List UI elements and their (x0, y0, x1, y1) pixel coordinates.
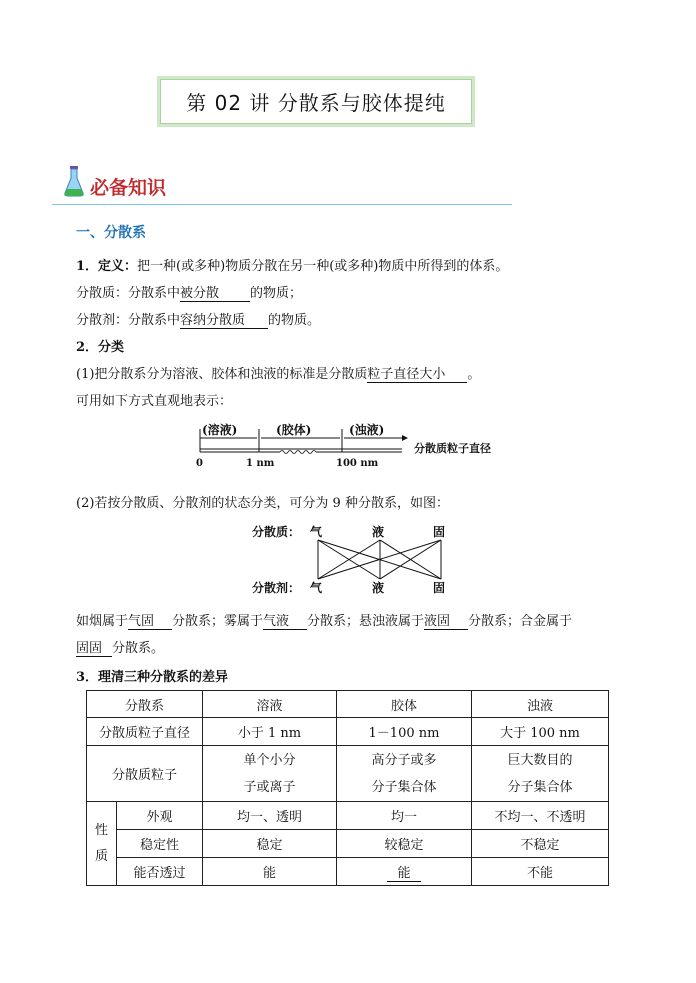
cell-appearance-colloid: 均一 (337, 802, 472, 830)
example-text-3: 分散系；悬浊液属于 (307, 614, 425, 629)
classification-prefix: (1)把分散系分为溶液、胶体和浊液的标准是分散质 (76, 367, 368, 382)
cell-line: 分子集合体 (371, 779, 437, 795)
top-liquid: 液 (372, 525, 385, 539)
example-answer-smoke (128, 610, 172, 630)
cell-filter-suspension: 不能 (472, 858, 609, 886)
cell-filter-solution: 能 (203, 858, 337, 886)
example-answer-fog (263, 610, 307, 630)
bottom-solid: 固 (433, 581, 446, 595)
example-text-5: 分散系。 (112, 641, 165, 656)
table-header-row (87, 691, 609, 718)
example-answer-fog-text: 气液 (263, 614, 290, 629)
example-text-1: 如烟属于 (76, 614, 129, 629)
top-solid: 固 (433, 525, 446, 539)
header-colloid: 胶体 (337, 691, 472, 718)
medium-line (76, 309, 320, 329)
axis-label: 分散质粒子直径 (414, 442, 491, 455)
classification-heading: 2．分类 (76, 340, 125, 355)
table-row (87, 858, 609, 886)
classification-answer (367, 363, 467, 383)
dispersoid-answer (180, 282, 250, 302)
table-row (87, 802, 609, 830)
cell-particle-colloid (337, 746, 472, 802)
cell-size-colloid: 1－100 nm (337, 718, 472, 746)
cell-stability-solution: 稳定 (203, 830, 337, 858)
example-answer-smoke-text: 气固 (128, 614, 155, 629)
table-row (87, 718, 609, 746)
cell-appearance-suspension: 不均一、不透明 (472, 802, 609, 830)
cell-stability-suspension: 不稳定 (472, 830, 609, 858)
state-classification-line: (2)若按分散质、分散剂的状态分类，可分为 9 种分散系，如图： (76, 496, 449, 511)
cell-line: 单个小分 (243, 752, 296, 768)
cell-line: 分子集合体 (507, 779, 573, 795)
visual-intro: 可用如下方式直观地表示： (76, 394, 233, 409)
cell-filter-colloid (337, 858, 472, 886)
medium-suffix: 的物质。 (268, 313, 321, 328)
classification-line-1 (76, 363, 480, 383)
cell-particle-solution (203, 746, 337, 802)
example-answer-suspension-text: 液固 (424, 614, 451, 629)
classification-answer-text: 粒子直径大小 (367, 367, 446, 382)
medium-answer-text: 容纳分散质 (180, 313, 246, 328)
dispersoid-suffix: 的物质； (250, 286, 303, 301)
header-suspension: 浊液 (472, 691, 609, 718)
header-solution: 溶液 (203, 691, 337, 718)
section-divider (52, 204, 512, 205)
comparison-heading: 3．理清三种分散系的差异 (76, 670, 229, 685)
lesson-title-box (157, 76, 475, 127)
cell-line: 子或离子 (243, 779, 296, 795)
tick-100nm: 100 nm (336, 458, 379, 469)
flask-icon (63, 165, 85, 197)
cell-size-suspension: 大于 100 nm (472, 718, 609, 746)
dispersoid-line (76, 282, 302, 302)
label-solution: (溶液) (202, 423, 238, 437)
examples-line-1 (76, 610, 572, 630)
example-text-2: 分散系；雾属于 (172, 614, 264, 629)
top-gas: 气 (310, 525, 323, 539)
label-suspension: (浊液) (349, 423, 385, 437)
state-combination-diagram (248, 520, 458, 600)
row-label-properties (87, 802, 117, 886)
cell-line: 巨大数目的 (507, 752, 573, 768)
prop-char: 性 (94, 822, 108, 838)
example-text-4: 分散系；合金属于 (468, 614, 573, 629)
row-dispersoid-label: 分散质： (252, 525, 301, 539)
cell-line: 高分子或多 (371, 752, 437, 768)
lesson-title: 第 02 讲 分散系与胶体提纯 (186, 91, 446, 115)
example-answer-alloy (76, 637, 112, 657)
example-answer-alloy-text: 固固 (76, 641, 103, 656)
table-row (87, 746, 609, 802)
cell-size-solution: 小于 1 nm (203, 718, 337, 746)
medium-prefix: 分散剂：分散系中 (76, 313, 181, 328)
examples-line-2 (76, 637, 164, 657)
heading-dispersion: 一、分散系 (76, 225, 146, 241)
label-colloid: (胶体) (276, 423, 312, 437)
bottom-gas: 气 (310, 581, 323, 595)
cell-appearance-solution: 均一、透明 (203, 802, 337, 830)
particle-size-diagram (190, 412, 520, 474)
row-label-filter: 能否透过 (117, 858, 203, 886)
filter-colloid-answer: 能 (387, 862, 421, 882)
classification-suffix: 。 (467, 367, 481, 382)
row-medium-label: 分散剂： (252, 581, 301, 595)
tick-0: 0 (196, 458, 203, 469)
definition-number: 1．定义： (76, 259, 138, 274)
header-system: 分散系 (87, 691, 203, 718)
definition-line (76, 255, 508, 274)
cell-stability-colloid: 较稳定 (337, 830, 472, 858)
table-row (87, 830, 609, 858)
dispersoid-answer-text: 被分散 (180, 286, 220, 301)
bottom-liquid: 液 (372, 581, 385, 595)
comparison-table (86, 690, 609, 886)
dispersoid-prefix: 分散质：分散系中 (76, 286, 181, 301)
medium-answer (180, 309, 268, 329)
cell-particle-suspension (472, 746, 609, 802)
example-answer-suspension (424, 610, 468, 630)
row-label-appearance: 外观 (117, 802, 203, 830)
definition-text: 把一种(或多种)物质分散在另一种(或多种)物质中所得到的体系。 (137, 259, 509, 274)
row-label-size: 分散质粒子直径 (87, 718, 203, 746)
prop-char: 质 (94, 848, 108, 864)
section-heading: 必备知识 (90, 177, 167, 199)
row-label-stability: 稳定性 (117, 830, 203, 858)
tick-1nm: 1 nm (246, 458, 275, 469)
row-label-particle: 分散质粒子 (87, 746, 203, 802)
